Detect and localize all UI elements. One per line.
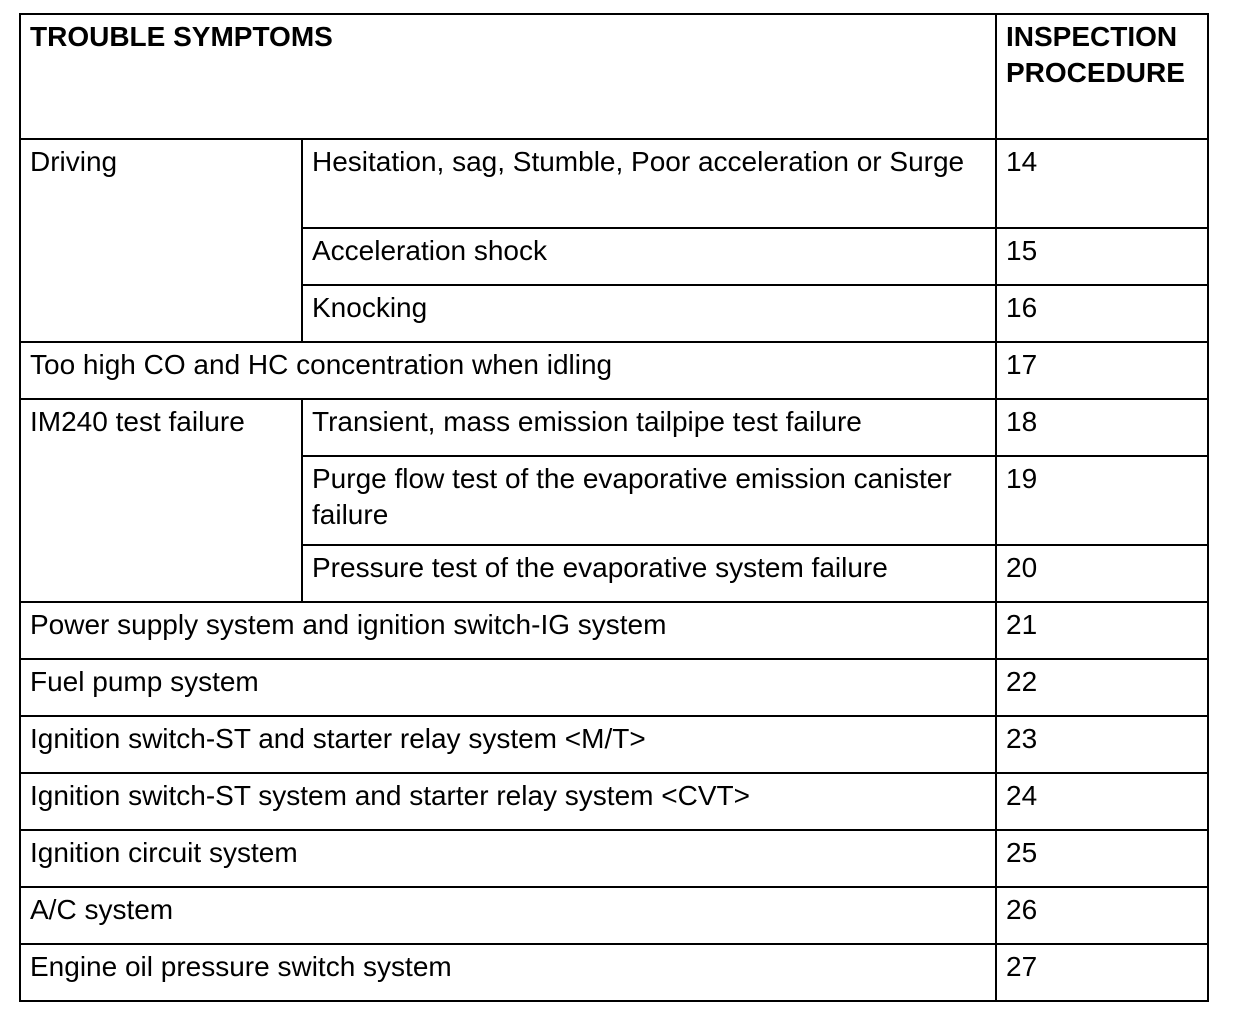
- procedure-cell: 14: [996, 139, 1208, 228]
- procedure-cell: 25: [996, 830, 1208, 887]
- category-cell: Driving: [20, 139, 302, 342]
- symptom-cell: Hesitation, sag, Stumble, Poor acceleration or Surge: [302, 139, 996, 228]
- trouble-symptoms-table: [19, 13, 1209, 1002]
- symptom-cell: Ignition switch-ST and starter relay system <M/T>: [20, 716, 996, 773]
- table-row: [20, 830, 1208, 887]
- symptom-cell: Purge flow test of the evaporative emission canister failure: [302, 456, 996, 545]
- symptom-cell: Pressure test of the evaporative system failure: [302, 545, 996, 602]
- procedure-cell: 16: [996, 285, 1208, 342]
- table-row: [20, 659, 1208, 716]
- symptom-cell: Knocking: [302, 285, 996, 342]
- category-cell: IM240 test failure: [20, 399, 302, 602]
- table-row: [20, 342, 1208, 399]
- symptom-cell: Ignition circuit system: [20, 830, 996, 887]
- procedure-cell: 15: [996, 228, 1208, 285]
- header-row: [20, 14, 1208, 139]
- table-row: [20, 887, 1208, 944]
- symptom-cell: Acceleration shock: [302, 228, 996, 285]
- symptom-cell: Ignition switch-ST system and starter relay system <CVT>: [20, 773, 996, 830]
- table-row: [20, 716, 1208, 773]
- procedure-cell: 17: [996, 342, 1208, 399]
- procedure-cell: 19: [996, 456, 1208, 545]
- procedure-cell: 18: [996, 399, 1208, 456]
- procedure-cell: 27: [996, 944, 1208, 1001]
- symptom-cell: Transient, mass emission tailpipe test failure: [302, 399, 996, 456]
- symptom-cell: A/C system: [20, 887, 996, 944]
- symptom-cell: Power supply system and ignition switch-IG system: [20, 602, 996, 659]
- symptom-cell: Fuel pump system: [20, 659, 996, 716]
- table-row: [20, 773, 1208, 830]
- procedure-cell: 24: [996, 773, 1208, 830]
- header-trouble-symptoms: TROUBLE SYMPTOMS: [20, 14, 996, 139]
- header-inspection-procedure: INSPECTION PROCEDURE: [996, 14, 1208, 139]
- table-row: [20, 399, 1208, 456]
- procedure-cell: 22: [996, 659, 1208, 716]
- table-row: [20, 602, 1208, 659]
- procedure-cell: 20: [996, 545, 1208, 602]
- procedure-cell: 21: [996, 602, 1208, 659]
- table-row: [20, 139, 1208, 228]
- table-row: [20, 944, 1208, 1001]
- procedure-cell: 23: [996, 716, 1208, 773]
- procedure-cell: 26: [996, 887, 1208, 944]
- symptom-cell: Too high CO and HC concentration when idling: [20, 342, 996, 399]
- symptom-cell: Engine oil pressure switch system: [20, 944, 996, 1001]
